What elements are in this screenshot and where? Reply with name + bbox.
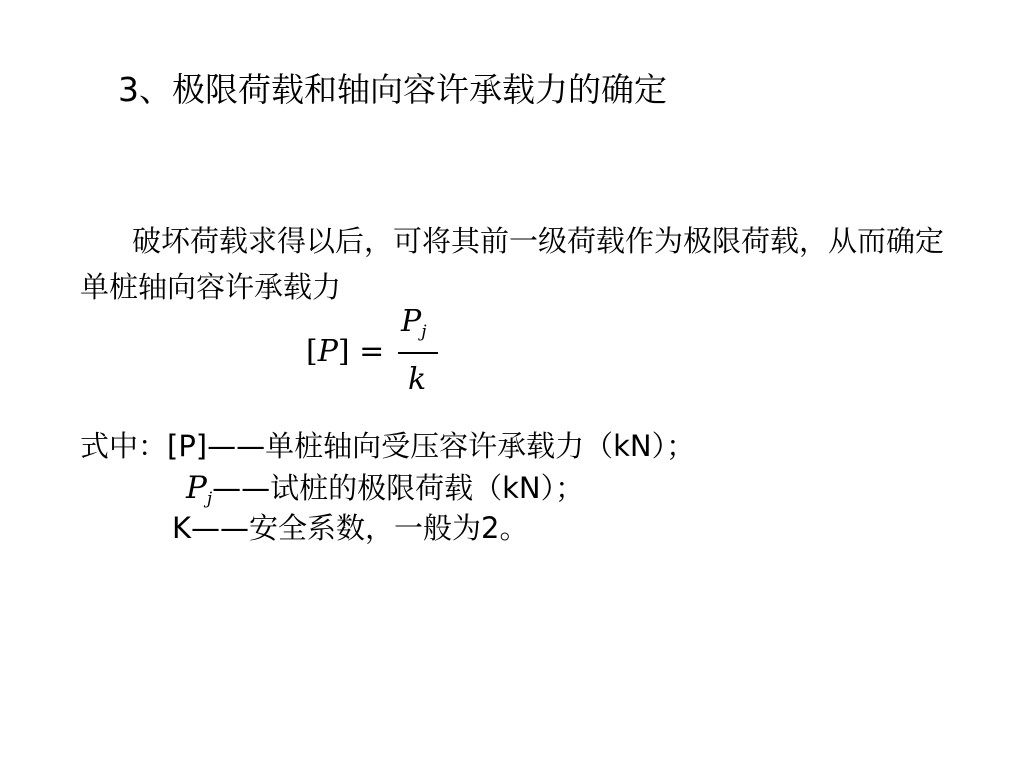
formula-equals: = bbox=[359, 334, 385, 369]
formula-numerator bbox=[401, 304, 426, 342]
definition-line-2-text: ——试桩的极限荷载（kN）； bbox=[212, 471, 585, 505]
pj-variable: P bbox=[186, 470, 207, 506]
fraction-bar bbox=[398, 352, 438, 354]
slide-title: 3、极限荷载和轴向容许承载力的确定 bbox=[118, 70, 667, 109]
body-paragraph bbox=[80, 218, 960, 310]
definition-line-1: 式中：[P]——单桩轴向受压容许承载力（kN）； bbox=[80, 429, 696, 463]
pj-subscript: j bbox=[206, 489, 213, 509]
allowable-capacity-formula bbox=[306, 304, 456, 404]
formula-lhs bbox=[306, 334, 384, 369]
formula-close-bracket: ] bbox=[337, 334, 350, 369]
paragraph-text: 破坏荷载求得以后，可将其前一级荷载作为极限荷载，从而确定单桩轴向容许承载力 bbox=[80, 224, 945, 304]
formula-denominator: k bbox=[408, 362, 427, 397]
numerator-variable: P bbox=[401, 304, 422, 339]
pj-symbol bbox=[186, 470, 213, 509]
numerator-subscript: j bbox=[421, 322, 427, 342]
formula-open-bracket: [ bbox=[306, 334, 318, 369]
definition-line-3: K——安全系数，一般为2。 bbox=[172, 511, 529, 545]
formula-lhs-variable: P bbox=[317, 334, 338, 369]
